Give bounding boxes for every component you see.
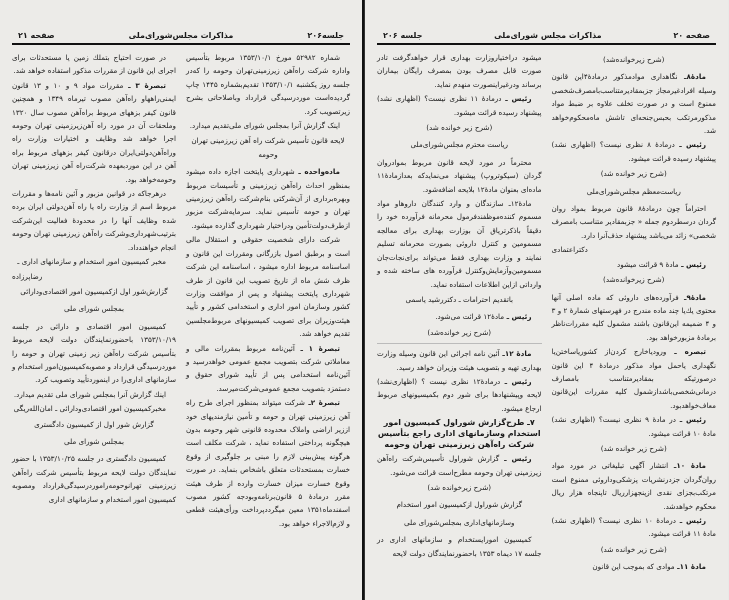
paragraph-text: درمادهٔ ۸ نظری نیست؟ (اظهاری نشد) پیشنهاد رسیده قرائت میشود. [551,140,716,163]
paragraph-text: آئین‌نامه مربوط بمقررات مالی و معاملاتی شرکت بتصویب مجمع عمومی خواهدرسید و آئین‌نامه استخدامی پس از تأیید شورای حقوق و دستمزد بتصویب مجمع عمومی‌شرکت‌میرسد. [186,343,350,393]
centered-line [552,167,717,180]
paragraph-text: کمیسیون دادگستری در جلسه ۱۳۵۳/۱۰/۲۵ با حضور نمایندگان دولت لایحه مربوط بتأسیس شرکت راه‌آهن زیرزمینی تهرانوحومه‌راموردرسیدگی‌قرارداد ومصوبه کمیسیون امور استخدام و سازمانهای اداری [12,454,176,504]
paragraph [377,310,542,323]
centered-line [552,273,717,286]
paragraph-text: اینک گزارش آنرا بمجلس شورای ملی‌تقدیم میدارد. [189,121,340,131]
paragraph-text: (شرح زیر خوانده شد) [600,169,667,179]
paragraph-text: آئین نامه اجرائی این قانون وسیله وزارت بهداری تهیه و بتصویب هیئت وزیران خواهد رسید. [377,349,542,372]
paragraph [186,165,350,232]
paragraph-text: شهرداری پایتخت اجازه داده میشود بمنظور احداث راه‌آهن زیرزمینی و تأسیسات مربوط وبهره‌برداری از آن‌شرکتی بنام‌شرکت راه‌آهن زیرزمینی تهران و حومه تأسیس نماید. سرمایه‌شرکت مزبور ازطرف‌دولت‌تأمین ودراختیار شهرداری گذارده میشود. [186,167,350,230]
paragraph-text: درمادهٔ ۱۱ نظری نیست؟ (اظهاری نشد) پیشنهاد رسیده قرائت میشود. [377,94,542,117]
paragraph [12,51,176,78]
paragraph [12,402,176,415]
paragraph-text: گزارش‌شور اول ازکمیسیون امور اقتصادی‌ودارائی [20,286,168,296]
paragraph-label: مادهٔ ۱۱ـ [674,562,706,572]
paragraph-text: ۷ـ طرح‌گزارش شوراول کمیسیون امور استخدام وسازمانهای اداری راجع بتأسیس شرکت راه‌آهن زیرزمینی تهران وحومه [377,418,541,450]
column [377,51,542,575]
paragraph-label: رئیس ـ [500,376,532,386]
paragraph [12,79,176,186]
paragraph-text: درمادهٔ ۱۰ نظری نیست؟ (اظهاری نشد) مادهٔ ۱۱ قرائت میشود. [551,516,716,539]
signature [12,270,176,283]
paragraph [12,255,176,268]
paragraph [377,197,542,291]
paragraph-text: کمیسیون امورایستخدام و سازمانهای اداری در جلسه ۱۷ دیماه ۱۳۵۳ باحضورنمایندگان دولت لایحه [377,535,542,558]
centered-line [377,121,542,134]
paragraph-text: محترماً در مورد لایحه قانون مربوط بموادروان گردان (سیکوتروپ) پیشنهاد می‌نمایدکه بعدازمادهٔ۱۱ ماده‌ای بعنوان مادهٔ۱۲ بلایحه اضافه‌شود. [377,157,542,194]
paragraph-text: (شرح زیرخوانده شد) [427,482,492,492]
paragraph-text: ریاست‌معظم مجلس‌شورای‌ملی [586,186,681,196]
paragraph-text: درمادهٔ۱۲ نظری نیست ؟ (اظهاری‌نشد) لایحه وپیشنهادها برای شور دوم بکمیسیونهای مربوط ارجاع میشود. [377,376,542,413]
paragraph-text: (شرح زیر خوانده شد) [426,123,493,133]
session-number: جلسه ۲۰۶ [383,31,423,40]
paragraph-text: شرکت میتواند بمنظور اجرای طرح راه آهن زیرزمینی تهران و حومه و تأمین نیازمندیهای خود اززیر اراضی واملاک محدوده قانونی شهر وحومه بدون هیچگونه پرداختی استفاده نماید ، شرکت مکلف است هرگونه پیش‌بینی لازم را مبنی بر جلوگیری از وقوع خسارت بمستحدثات متعلق باشخاص بنماید. در صورت وقوع خسارت میزان خسارت وارده از طرف هیئت مقرر درمادهٔ ۵ قانون‌برنامه‌وبودجه کشور مصوب اسفندماه۱۳۵۱ معین میگرددپرداخت ورأی‌هیئت قطعی و لازم‌الاجراء خواهد بود. [186,398,351,528]
paragraph-text: مخبرکمیسیون امور اقتصادی‌ودارائی ـ امان‌الله‌ریگی [13,404,166,414]
paragraph-label: تبصرهٔ ۲ـ [304,398,340,408]
paragraph [552,514,717,541]
paragraph-text: در مادهٔ ۹ نظری نیست؟ (اظهاری نشد) مادهٔ ۱۰ قرائت میشود. [551,415,716,438]
paragraph [186,233,350,340]
session-number: جلسه۲۰۶ [307,31,344,40]
centered-line [377,293,542,306]
paragraph-text: گزارش شوراول تأسیس‌شرکت راه‌آهن زیرزمینی تهران وحومه مطرح‌است قرائت می‌شود. [377,454,542,477]
paragraph [186,119,350,132]
centered-line [12,285,176,298]
paragraph [552,459,717,513]
paragraph-text: احتراماً چون درمادهٔ۸ قانون مربوط بمواد روان گردان درسطردوم جمله « جزبمقادیر متناسب بامصرف شخصی» زائد می‌باشد پیشنهاد حذف‌آنرا دارد. [551,204,716,240]
paragraph-label: مادهٔ ۱۰ـ [668,461,707,471]
centered-line [552,442,717,455]
paragraph-text: (شرح زیر خوانده شد) [600,443,667,453]
paragraph [552,202,717,242]
paragraph-text: (شرح زیر خوانده‌شد) [427,327,492,337]
paragraph [552,345,717,412]
centered-line [377,498,542,511]
paragraph-text: باتقدیم احترامات ـ دکتررشید یاسمی [405,294,514,304]
page-number: صفحه ۲۰ [673,31,710,40]
paragraph-text: رضاپرزاده [12,271,43,281]
paragraph-label: رئیس ـ [678,259,706,269]
paragraph [12,388,176,401]
paragraph-label: رئیس ـ [501,94,532,104]
divider [377,343,542,344]
paragraph-label: رئیس ـ [499,454,532,464]
paragraph-text: ریاست محترم مجلس‌شورای‌ملی [410,140,508,150]
signature [552,243,717,256]
paragraph [186,342,350,396]
right-page [364,0,728,600]
paragraph [377,92,542,119]
paragraph [377,51,542,91]
paragraph [12,452,176,506]
right-page-header [377,28,716,45]
paragraph-text: مخبر کمیسیون امور استخدام و سازمانهای اداری ـ [17,257,166,267]
page-title: مذاکرات مجلس شورای‌ملی [494,31,602,40]
centered-line [377,326,542,339]
paragraph-text: گزارش شور اول از کمیسیون دادگستری [34,419,154,429]
centered-line [12,418,176,431]
paragraph-text: گزارش شوراول ازکمیسیون امور استخدام [396,500,523,510]
paragraph-label: رئیس ـ [675,516,706,525]
column [12,51,176,531]
centered-line [12,435,176,448]
paragraph [552,291,717,345]
page-number: صفحه ۲۱ [18,31,55,40]
centered-line [552,543,717,556]
paragraph [12,320,176,387]
paragraph-text: در صورت احتیاج بتملك زمین یا مستحدثات برای اجرای این قانون از مقررات مذکور استفاده خواهد شد. [12,53,176,76]
centered-line [552,53,717,66]
paragraph-label: مادهٔ۹ـ [678,292,706,302]
paragraph [552,560,717,573]
paragraph [377,375,542,415]
paragraph [552,258,717,271]
left-page-header [12,28,350,45]
centered-line [377,516,542,529]
paragraph-text: مادهٔ۱۲ـ سازندگان و وارد کنندگان داروهاو مواد مسموم کننده‌موظفندفرمول محرمانه فرآورده خود را دقیقاً باذکرتریاق آن بوزارت بهداری برای معالجه مسمومین و کنترل داروئی بصورت محرمانه تسلیم نمایند و وزارت بهداری فقط می‌تواند برای‌نجات‌جان مسمومین‌وآزمایش‌وکنترل فرآورده های ساخته شده و وارداتی ازاین اطلاعات استفاده نماید. [377,199,542,289]
page-title: مذاکرات مجلس‌شورای‌ملی [128,31,234,40]
paragraph-text: وسازمانهای‌اداری بمجلس‌شورای ملی [403,517,515,527]
paragraph [377,452,542,479]
paragraph-label: رئیس ـ [675,415,706,425]
centered-line [377,481,542,494]
paragraph [377,533,542,560]
column [186,51,350,531]
paragraph-text: اینك گزارش آنرا بمجلس شورای ملی تقدیم میدارد. [13,389,166,399]
paragraph-text: مادهٔ۱۲ قرائت می‌شود. [435,312,505,322]
paragraph-label: رئیس ـ [504,312,532,322]
paragraph-label: مادهٔ ۱۲ـ [499,349,532,359]
paragraph [12,187,176,254]
paragraph [186,51,350,118]
paragraph-text: درهرجاکه در قوانین مزبور و آئین نامه‌ها و مقررات مربوط اسم از وزارت راه یا راه آهن‌دولتی ایران برده شده وظایف آنها را در محدودهٔ فعالیت این‌شرکت بترتیب‌شهرداری‌وشرکت راه‌آهن زیرزمینی تهران وحومه انجام خواهندداد. [12,189,176,252]
paragraph [552,413,717,440]
paragraph-text: بمجلس شورای ملی [64,436,124,446]
section-heading [377,417,542,450]
centered-line [186,134,350,161]
paragraph-text: مادهٔ ۹ قرائت میشود [617,259,679,269]
centered-line [12,302,176,315]
paragraph-text: مقررات مواد ۹ و ۱۰ و ۱۳ قانون ایمنی‌راههاو راه‌آهن مصوب تیرماه ۱۳۴۹ و همچنین قانون کیفر بزههای مربوط براه‌آهن مصوب سال ۱۳۲۰ وملحقات آن در مورد راه آهن‌زیرزمینی تهران وحومه اجرا خواهد شد وظایف و اختیارات وزارت راه وراه‌آهن‌دولتی‌ایران درقانون کیفر بزههای مربوط براه آهن در این موردبعهده شرکت‌راه آهن زیرزمینی تهران وحومه‌خواهد بود. [12,80,176,184]
left-page [0,0,364,600]
centered-line [377,138,542,151]
paragraph-text: شماره ۵۲۹۸۲ مورخ ۱۳۵۳/۱۰/۱ مربوط بتأسیس واداره شرکت راه‌آهن زیرزمینی‌تهران وحومه را که‌در جلسه روز یکشنبه ۱۳۵۳/۱۰/۱ تقدیم‌بشماره ۱۴۴۵ چاپ گردیده‌است موردرسیدگی قرارداد وباصلاحاتی بشرح زیرتصویب کرد. [186,53,350,116]
column [552,51,717,575]
paragraph [377,347,542,374]
paragraph-text: (شرح زیرخوانده‌شد) [603,55,665,64]
paragraph-text: دکتراعتمادی [551,245,588,255]
paragraph-label: رئیس ـ [674,140,706,150]
paragraph [186,396,350,530]
paragraph-text: بمجلس شورای ملی [64,304,124,314]
paragraph-text: نگاهداری موادمذکور درمادهٔ۴این قانون وسیله افرادغیرمجاز جزبمقادیرمتناسب‌بامصرف‌شخصی ممنوع است و در صورت تخلف علاوه بر ضبط مواد مذکور‌مرتکب بحبس‌جنحه‌ای تاشش ماه‌محکوم‌خواهد شد. [551,72,716,136]
paragraph-text: شرکت دارای شخصیت حقوقی و استقلال مالی است و برطبق اصول بازرگانی ومقررات این قانون و اساسنامه مربوط اداره میشود ، اساسنامه این شرکت ظرف شش ماه از تاریخ تصویب این قانون از طرف شهرداری پایتخت پیشنهاد و پس از موافقت وزارت کشور وسازمان امور اداری و استخدامی کشور و تأیید هیئت‌وزیران برای تصویب کمیسیونهای مربوط‌مجلسین تقدیم خواهد شد. [186,235,350,339]
paragraph-label: تبصرهٔ ۳ ـ [123,80,166,90]
paragraph-text: فرآورده‌های داروئی که ماده اصلی آنها محتوی یك‌یا چند ماده مندرج در فهرستهای شمارهٔ ۲ و ۳ و ۴ ضمیمه این‌قانون باشند مشمول کلیه مقررات‌ناظر برمادهٔ مزبورخواهد بود. [551,292,716,342]
paragraph-label: ماده‌واحده ـ [294,167,340,177]
paragraph [552,70,717,137]
paragraph-label: مادهٔ۸ـ [677,72,706,82]
centered-line [552,185,717,198]
paragraph-text: ورودیاخارج کردن‌از کشور‌یاساختن‌یا نگهداری یاحمل مواد مذکور درمادهٔ ۴ این قانون درصورتیکه بمقادیرمتناسب بامصارف درمانی‌شخصی‌باشدازشمول کلیه مقررات این‌قانون معاف‌خواهدبود. [551,347,716,410]
paragraph-text: کمیسیون امور اقتصادی و دارائی در جلسه ۱۳۵۳/۱۰/۱۹ باحضورنمایندگان دولت لایحه مربوط بتأسیس شرکت راه‌آهن زیر زمینی تهران و حومه را موردرسیدگی قرارداد و مصوبه‌کمیسیون‌امور استخدام و سازمانهای اداری‌را در اینموردتأیید وتصویب کرد. [12,321,176,385]
paragraph [552,138,717,165]
paragraph-text: (شرح زیر خوانده شد) [600,544,667,554]
paragraph [377,156,542,196]
paragraph-text: موادی که بموجب این قانون [592,562,675,572]
paragraph-label: تبصره ـ [666,347,706,357]
paragraph-label: تبصرهٔ ۱ ـ [294,343,340,353]
paragraph-text: انتشار آگهی تبلیغاتی در مورد مواد روان‌گردان جزدرنشریات پزشکی‌وداروئی ممنوع است مرتکب‌بجزای نقدی ازپنجهزار‌ریال تاپنجاه هزار ریال محکوم خواهدشد. [551,461,716,511]
paragraph-text: لایحه قانون تأسیس شرکت راه آهن زیرزمینی تهران وحومه [191,136,345,159]
paragraph-text: (شرح زیرخوانده‌شد) [603,275,665,285]
paragraph-text: میشود دراختیاروزارت بهداری قرار خواهدگرفت تادر صورت قابل مصرف بودن بمصرف رایگان بیماران برساند ودرغیراینصورت منهدم نماید. [377,53,542,89]
